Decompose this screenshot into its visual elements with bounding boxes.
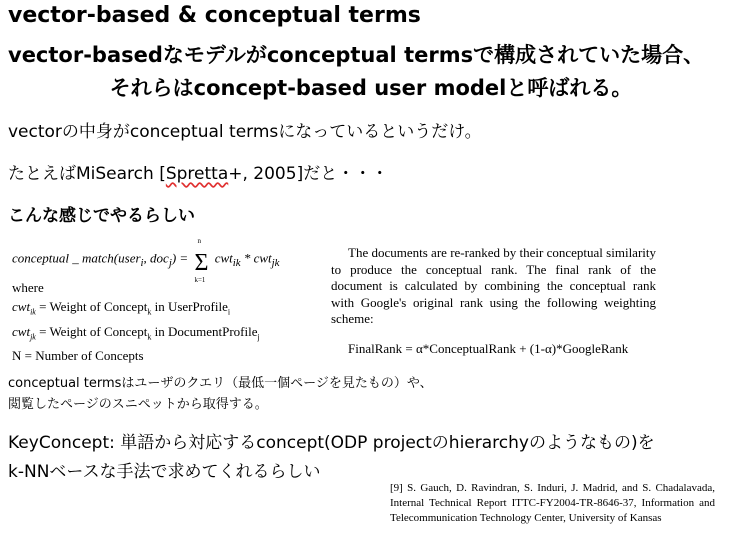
body-paragraph-1: vectorの中身がconceptual termsになっているというだけ。	[8, 122, 482, 142]
note-line-2: 閲覧したページのスニペットから取得する。	[8, 397, 268, 412]
slide-title-line2: vector-basedなモデルがconceptual termsで構成されていた場合、	[8, 43, 705, 67]
sigma-lower: k=1	[194, 276, 206, 284]
spellcheck-underlined-word: Spretta	[165, 164, 229, 184]
summation	[191, 237, 211, 284]
definition-cwt-jk: cwt$_{jk}$ = Weight of Concept$_k$ in DocumentProfile$_j$	[12, 323, 260, 342]
keyconcept-line-2: k-NNベースな手法で求めてくれるらしい	[8, 462, 321, 482]
body-paragraph-2	[8, 159, 388, 184]
formula-term2: cwt	[253, 250, 272, 266]
formula-eq: ) =	[171, 250, 189, 266]
final-rank-formula: FinalRank = α*ConceptualRank + (1-α)*GoogleRank	[348, 341, 629, 356]
definition-cwt-ik: cwt$_{ik}$ = Weight of Concept$_k$ in UserProfile$_i$	[12, 299, 231, 317]
formula-term1-sub: ik	[232, 257, 241, 270]
reference-citation: [9] S. Gauch, D. Ravindran, S. Induri, J. Madrid, and S. Chadalavada, Internal Technical Report ITTC-FY2004-TR-8646-37, Information and Telecommunication Technology Center, University of Kansas	[390, 482, 715, 524]
formula-definitions	[12, 278, 260, 365]
note-line-1: conceptual termsはユーザのクエリ（最低一個ページを見たもの）や、	[8, 376, 433, 391]
paper-excerpt: The documents are re-ranked by their conceptual similarity to produce the conceptual rank. The final rank of the document is calculated by combining the conceptual rank with Google's original rank using the following weighting scheme:	[331, 245, 656, 326]
formula-term1: cwt	[214, 250, 233, 266]
sigma-symbol: Σ	[194, 250, 209, 276]
formula-sub-j: j	[168, 257, 172, 270]
where-label: where	[12, 280, 44, 295]
slide-title-line3: それらはconcept-based user modelと呼ばれる。	[109, 76, 633, 100]
formula-times: *	[240, 250, 254, 266]
formula-lhs: conceptual _ match(user	[12, 250, 141, 266]
sigma-upper: n	[197, 237, 201, 245]
p2-prefix: たとえばMiSearch [	[8, 164, 166, 184]
formula-mid: , doc	[143, 250, 169, 266]
body-paragraph-3: こんな感じでやるらしい	[8, 206, 195, 226]
definition-n: N = Number of Concepts	[12, 348, 144, 364]
formula-term2-sub: jk	[271, 257, 280, 270]
slide-title-line1: vector-based & conceptual terms	[8, 3, 421, 28]
p2-suffix: +, 2005]だと・・・	[228, 164, 389, 184]
formula-sub-i: i	[140, 257, 144, 270]
conceptual-match-formula	[12, 237, 280, 284]
keyconcept-line-1: KeyConcept: 単語から対応するconcept(ODP projectのhierarchyのようなもの)を	[8, 433, 655, 453]
